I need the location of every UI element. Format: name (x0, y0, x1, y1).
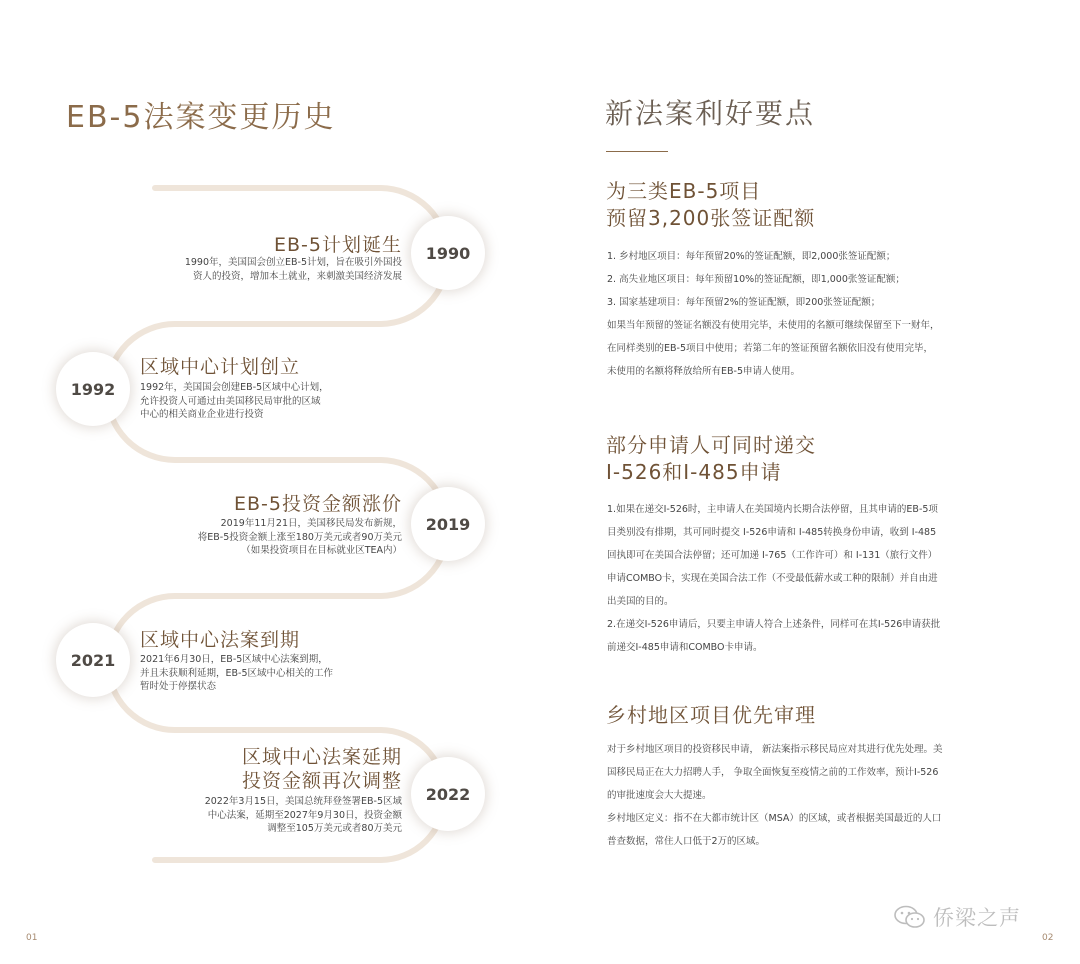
event-title-2019: EB-5投资金额涨价 (234, 493, 402, 515)
year-badge-2019: 2019 (411, 487, 485, 561)
wechat-icon (893, 905, 927, 929)
year-badge-2022: 2022 (411, 757, 485, 831)
event-title-2021: 区域中心法案到期 (140, 629, 301, 651)
event-title-1990: EB-5计划诞生 (274, 234, 402, 256)
section-body-concurrent-filing: 1.如果在递交I-526时，主申请人在美国境内长期合法停留，且其申请的EB-5项 目类别没有排期，其可同时提交 I-526申请和 I-485转换身份申请，收到 I-485 回执即可在美国合法停留；还可加递 I-765（工作许可）和 I-131（旅行文件） 申请COMBO卡，实现在美国合法工作（不受最低薪水或工种的限制）并自由进 出美国的目的。 2.在递交I-526申请后，只要主申请人符合上述条件，同样可在其I-526申请获批 前递交I-485申请和COMBO卡申请。 (607, 504, 941, 653)
section-body-rural-priority: 对于乡村地区项目的投资移民申请， 新法案指示移民局应对其进行优先处理。美 国移民局正在大力招聘人手， 争取全面恢复至疫情之前的工作效率，预计I-526 的审批速度会大大提速。 乡村地区定义：指不在大都市统计区（MSA）的区域，或者根据美国最近的人口 普查数据，常住人口低于2万的区域。 (607, 744, 943, 847)
section-title-rural-priority: 乡村地区项目优先审理 (606, 703, 816, 727)
section-title-concurrent-filing: 部分申请人可同时递交 I-526和I-485申请 (606, 433, 816, 484)
event-desc-2022: 2022年3月15日，美国总统拜登签署EB-5区域 中心法案，延期至2027年9月30日，投资金额 调整至105万美元或者80万美元 (204, 796, 402, 834)
right-page-title: 新法案利好要点 (605, 97, 816, 130)
event-desc-1992: 1992年，美国国会创建EB-5区域中心计划， 允许投资人可通过由美国移民局审批的区域 中心的相关商业企业进行投资 (140, 382, 329, 420)
watermark (893, 902, 1021, 932)
year-badge-1990: 1990 (411, 216, 485, 290)
right-page-number: 02 (1042, 933, 1054, 943)
title-divider (606, 151, 668, 152)
year-badge-2021: 2021 (56, 623, 130, 697)
watermark-text: 侨梁之声 (933, 906, 1021, 930)
event-desc-1990: 1990年，美国国会创立EB-5计划，旨在吸引外国投 资人的投资，增加本土就业，来刺激美国经济发展 (184, 257, 402, 282)
year-badge-1992: 1992 (56, 352, 130, 426)
event-title-2022: 区域中心法案延期 投资金额再次调整 (241, 746, 402, 792)
event-desc-2019: 2019年11月21日，美国移民局发布新规， 将EB-5投资金额上涨至180万美元或者90万美元 （如果投资项目在目标就业区TEA内） (197, 518, 402, 556)
event-title-1992: 区域中心计划创立 (140, 356, 301, 378)
left-page-number: 01 (26, 933, 38, 943)
section-title-quota: 为三类EB-5项目 预留3,200张签证配额 (606, 179, 816, 230)
left-page-title: EB-5法案变更历史 (66, 100, 336, 135)
event-desc-2021: 2021年6月30日，EB-5区域中心法案到期， 并且未获顺利延期，EB-5区域中心相关的工作 暂时处于停摆状态 (140, 654, 333, 692)
section-body-quota: 1. 乡村地区项目：每年预留20%的签证配额，即2,000张签证配额； 2. 高失业地区项目：每年预留10%的签证配额，即1,000张签证配额； 3. 国家基建项目：每年预留2%的签证配额，即200张签证配额； 如果当年预留的签证名额没有使用完毕，未使用的名额可继续保留至下一财年， 在同样类别的EB-5项目中使用；若第二年的签证预留名额依旧没有使用完毕， 未使用的名额将释放给所有EB-5申请人使用。 (607, 251, 940, 377)
